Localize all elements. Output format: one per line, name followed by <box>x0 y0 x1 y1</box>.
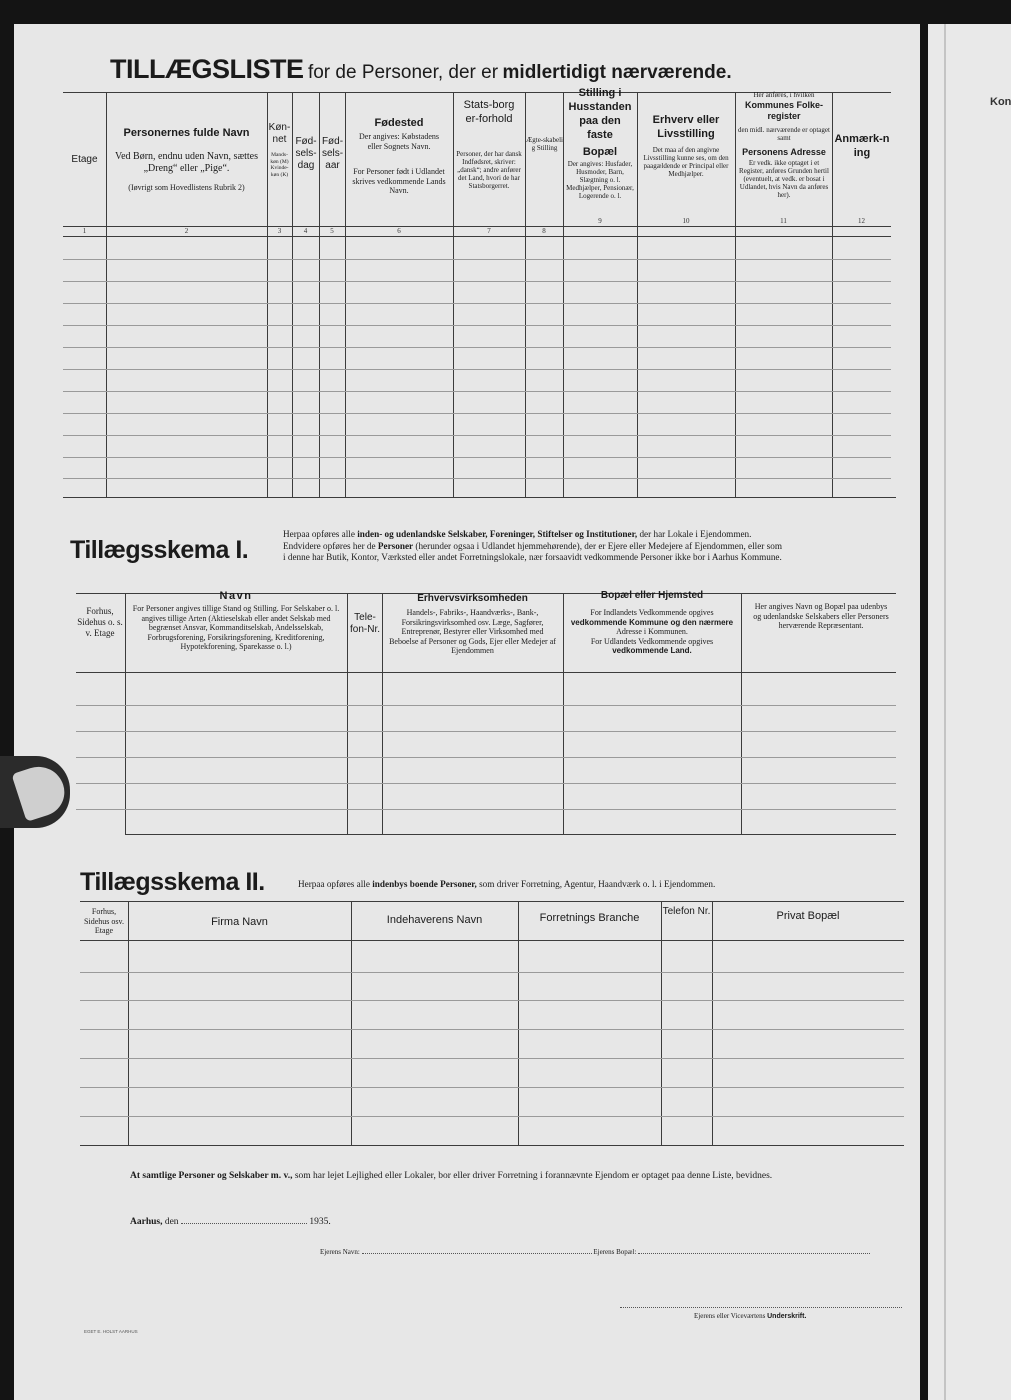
skema1-desc-1c: der har Lokale i Ejendommen. <box>639 529 752 539</box>
skema1-desc-1b: inden- og udenlandske Selskaber, Foreninger, Stiftelser og Institutioner, <box>357 529 638 539</box>
skema2-desc-a: Herpaa opføres alle <box>298 879 370 889</box>
footer-date-field[interactable] <box>181 1223 307 1224</box>
skema1-col-repraesentant: Her angives Navn og Bopæl paa udenbys og udenlandske Selskabers eller Personers herværende Repræsentant. <box>753 602 889 630</box>
col-num-12: 12 <box>858 217 865 225</box>
col-statsborger-sub: Personer, der har dansk Indfødsret, skriver: „dansk“; andre anfører det Land, hvori de har Statsborgerret. <box>456 150 522 190</box>
col-stilling-header: Stilling i Husstanden paa den faste <box>568 87 632 141</box>
skema1-col-navn: Navn <box>219 590 253 602</box>
footer-underskrift-a: Ejerens eller Viceværtens <box>694 1312 766 1320</box>
col-num-8: 8 <box>542 227 546 235</box>
skema1-col-bopael: Bopæl eller Hjemsted <box>600 590 704 601</box>
footer-ejer-line <box>320 1248 870 1256</box>
col-koen-sub: Mands-køn (M) Kvinde-køn (K) <box>270 152 289 178</box>
col-erhverv-header: Erhverv eller Livsstilling <box>652 114 720 140</box>
col-num-9: 9 <box>598 217 602 225</box>
skema1-col-etage: Forhus, Sidehus o. s. v. Etage <box>77 606 123 638</box>
skema2-desc-b: indenbys boende Personer, <box>372 879 477 889</box>
skema1-col-bopael-sub1: For Indlandets Vedkommende opgives <box>590 608 714 617</box>
skema2-title: Tillægsskema II. <box>80 868 265 896</box>
col-aegteskab-header: Ægte-skabelig Stilling <box>526 136 563 152</box>
skema2-desc-c: som driver Forretning, Agentur, Haandværk o. l. i Ejendommen. <box>479 879 716 889</box>
next-page-label: Kon <box>990 96 1011 108</box>
col-num-2: 2 <box>184 227 189 235</box>
footer-den: den <box>164 1217 179 1227</box>
skema1-desc-2a: Endvidere opføres her de <box>283 540 376 551</box>
col-stilling-sub: Der angives: Husfader, Husmoder, Barn, Slægtning o. l. Medhjælper, Pensionær, Logerende o. l. <box>566 160 634 200</box>
skema2-col-branche: Forretnings Branche <box>539 912 640 924</box>
form-page <box>14 24 920 1400</box>
col-anmaerkning-header: Anmærk-ning <box>834 133 890 159</box>
skema2-description <box>298 879 715 889</box>
col-num-4: 4 <box>303 227 308 235</box>
col-folkeregister-pre: Her anføres, i hvilken <box>753 91 815 99</box>
printer-mark: EGET E. HOLST AARHUS <box>84 1329 138 1334</box>
col-num-1: 1 <box>82 227 87 235</box>
col-foedselsaar-header: Fød-sels-aar <box>321 136 344 171</box>
col-folkeregister-header: Kommunes Folke-register <box>744 100 823 121</box>
col-num-10: 10 <box>682 217 690 225</box>
skema2-col-indehaver: Indehaverens Navn <box>386 914 483 926</box>
col-foedselsdag-header: Fød-sels-dag <box>295 136 317 171</box>
col-folkeregister-adresse: Personens Adresse <box>742 147 826 157</box>
skema1-col-bopael-sub4: For Udlandets Vedkommende opgives <box>590 636 714 646</box>
main-title-text: for de Personer, der er <box>307 62 499 83</box>
col-stilling-bopael: Bopæl <box>582 146 618 158</box>
skema1-col-erhverv: Erhvervsvirksomheden <box>417 593 528 604</box>
col-num-11: 11 <box>780 217 787 225</box>
col-navn-header: Personernes fulde Navn <box>123 127 250 139</box>
col-foedested-header: Fødested <box>374 117 424 129</box>
footer-statement <box>130 1171 772 1181</box>
skema1-col-bopael-sub <box>567 608 737 656</box>
footer-date-line <box>130 1217 331 1227</box>
next-page-edge <box>928 24 1011 1400</box>
footer-year: 1935. <box>309 1217 331 1227</box>
col-foedested-sub: Der angives: Købstadens eller Sognets Navn. <box>359 132 439 151</box>
thumb <box>0 756 70 828</box>
skema1-col-bopael-sub5: vedkommende Land. <box>612 646 692 655</box>
footer-statement-a: At samtlige Personer og Selskaber m. v., <box>130 1171 293 1181</box>
skema1-col-bopael-sub2: vedkommende Kommune og den nærmere <box>570 617 734 627</box>
footer-ejer-navn-label: Ejerens Navn: <box>320 1248 360 1256</box>
skema1-desc-3: i denne har Butik, Kontor, Værksted eller andet Forretningslokale, nær forsaavidt vedkommende Personer ikke bor i Aarhus Kommune. <box>283 552 782 562</box>
main-title <box>110 54 920 85</box>
footer-underskrift-b: Underskrift. <box>767 1313 807 1320</box>
col-folkeregister-sub2: Er vedk. ikke optaget i et Register, anføres Grunden hertil (eventuelt, at vedk. er bosat i Udlandet, hvis Navn da anføres her). <box>739 159 829 199</box>
col-num-7: 7 <box>487 227 491 235</box>
skema1-col-bopael-sub3: Adresse i Kommunen. <box>616 627 688 636</box>
col-erhverv-sub: Det maa af den angivne Livsstilling kunne ses, om den paagældende er Principal eller Medhjælper. <box>643 146 729 178</box>
col-koen-header: Køn-net <box>268 122 291 145</box>
footer-underskrift-field[interactable] <box>620 1307 902 1308</box>
col-num-5: 5 <box>330 227 334 235</box>
skema1-desc-2c: (herunder ogsaa i Udlandet hjemmehørende), der er Ejere eller Medejere af Ejendommen, eller som <box>415 540 782 551</box>
skema1-col-telefon: Tele-fon-Nr. <box>349 612 380 635</box>
col-statsborger-header: Stats-borger-forhold <box>463 99 515 125</box>
skema2-col-privat-bopael: Privat Bopæl <box>776 910 840 922</box>
main-title-bold2: midlertidigt nærværende. <box>502 62 732 83</box>
skema1-col-navn-sub: For Personer angives tillige Stand og Stilling. For Selskaber o. l. angives tillige Arten (Aktieselskab eller andet Selskab med begrænset Ansvar, Kommanditselskab, Andelsselskab, Forbrugsforening, Forsikringsforening, Kreditforening, Hypotekforening, Sparekasse o. l.) <box>132 604 340 651</box>
skema2-col-etage: Forhus, Sidehus osv. Etage <box>84 907 124 935</box>
col-foedested-sub2: For Personer født i Udlandet skrives vedkommende Lands Navn. <box>352 167 446 195</box>
footer-underskrift-label <box>694 1312 806 1320</box>
footer-ejer-navn-field[interactable] <box>362 1253 592 1254</box>
skema1-title: Tillægsskema I. <box>70 536 249 564</box>
skema2-col-telefon: Telefon Nr. <box>662 906 711 917</box>
skema1-desc-2b: Personer <box>377 540 414 551</box>
skema2-col-firma: Firma Navn <box>211 916 268 928</box>
skema1-description <box>283 529 897 564</box>
col-num-3: 3 <box>277 227 282 235</box>
footer-ejer-bopael-label: Ejerens Bopæl: <box>593 1248 637 1256</box>
main-title-bold: TILLÆGSLISTE <box>110 54 304 84</box>
col-navn-sub2: (Iøvrigt som Hovedlistens Rubrik 2) <box>128 183 245 192</box>
col-num-6: 6 <box>397 227 401 235</box>
skema1-col-erhverv-sub: Handels-, Fabriks-, Haandværks-, Bank-, Forsikringsvirksomhed osv. Læge, Sagfører, Entreprenør, Bestyrer eller Virksomhed med Beboelse af Personer og Gods, Ejer eller Medejer af Ejendommen <box>389 608 556 655</box>
footer-ejer-bopael-field[interactable] <box>638 1253 870 1254</box>
skema1-desc-1a: Herpaa opføres alle <box>283 529 355 539</box>
col-folkeregister-sub: den midl. nærværende er optaget samt <box>738 126 830 142</box>
footer-place: Aarhus, <box>130 1217 163 1227</box>
col-etage-header: Etage <box>71 154 98 165</box>
col-navn-sub: Ved Børn, endnu uden Navn, sættes „Dreng“ eller „Pige“. <box>114 151 259 174</box>
footer-statement-b: som har lejet Lejlighed eller Lokaler, bor eller driver Forretning i forannævnte Ejendom er optaget paa denne Liste, bevidnes. <box>294 1171 773 1181</box>
